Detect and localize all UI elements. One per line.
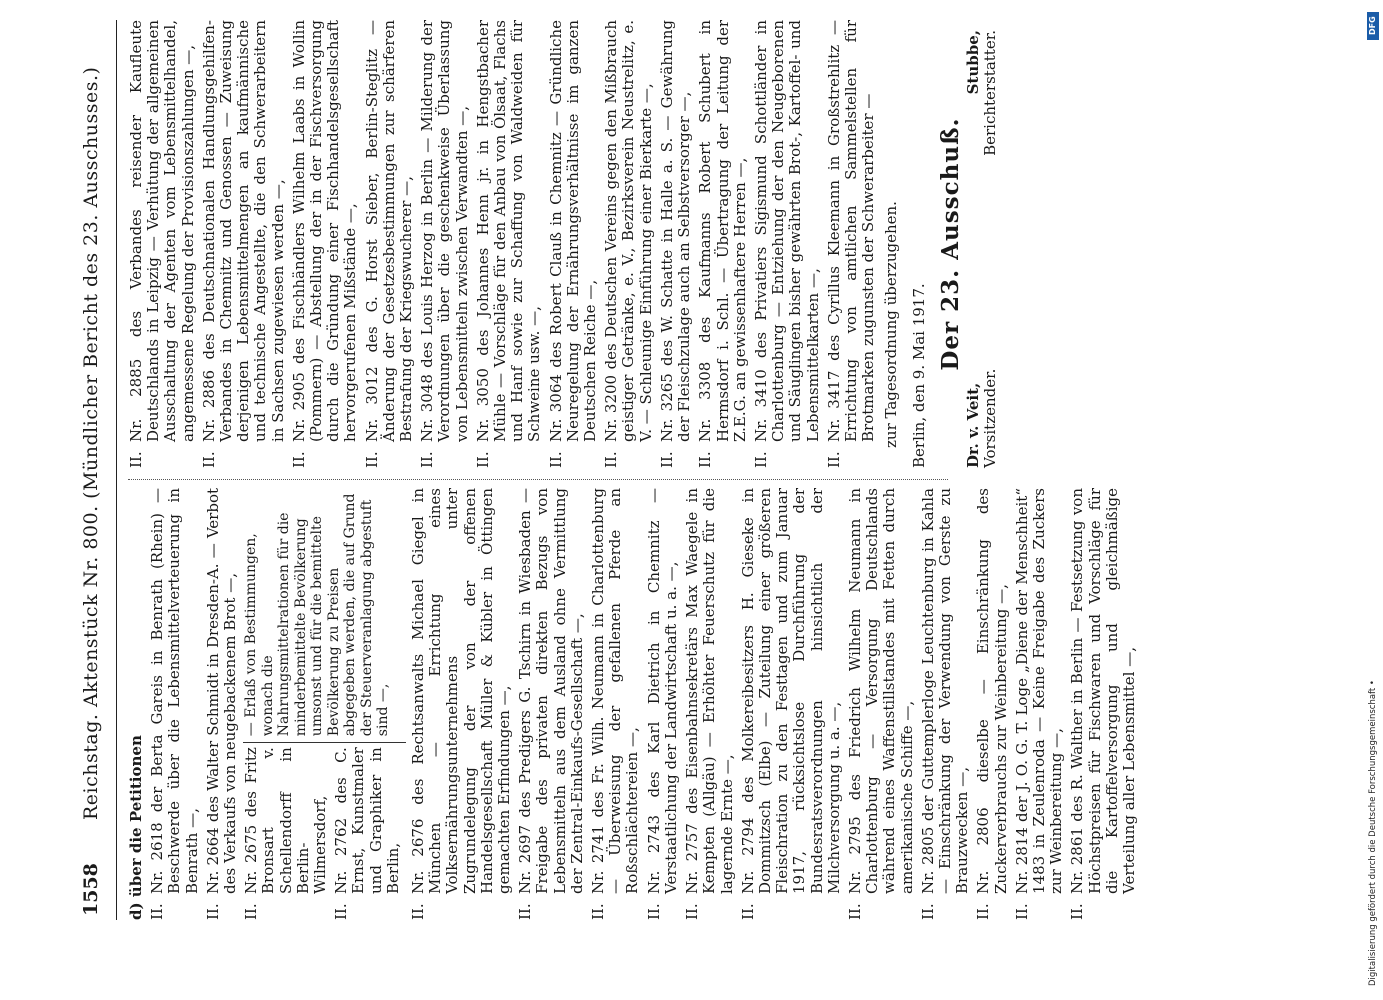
entry-prefix: II. bbox=[362, 451, 381, 468]
entry-text: Nr. 2757 des Eisenbahnsekretärs Max Waegele in Kempten (Allgäu) — Erhöhter Feuerschutz für die lagernde Ernte —, bbox=[683, 488, 736, 894]
entry-prefix: II. bbox=[683, 903, 702, 920]
petition-entry bbox=[149, 488, 201, 920]
entry-prefix: II. bbox=[148, 903, 167, 920]
petition-entry bbox=[646, 488, 680, 920]
petition-entry bbox=[920, 488, 972, 920]
signatory-name: Stubbe, bbox=[963, 30, 982, 95]
entry-list-b bbox=[410, 488, 1138, 920]
entry-prefix: II. bbox=[127, 451, 145, 468]
entry-text: Nr. 3417 des Cyrillus Kleemann in Großstrehlitz — Errichtung von amtlichen Sammelstellen für Brotmarken zugunsten der Schwerarbeiter — bbox=[824, 20, 878, 442]
entry-text: Nr. 2762 des C. Ernst, Kunstmaler und Graphiker in Berlin, bbox=[332, 747, 402, 894]
signatory-rapporteur bbox=[965, 30, 999, 156]
entry-text: Nr. 2741 des Fr. Wilh. Neumann in Charlottenburg — Überweisung der gefallenen Pferde an Roßschlächtereien —, bbox=[589, 488, 642, 894]
petition-entry bbox=[697, 20, 749, 468]
grouped-topic: — Erlaß von Bestimmungen, wonach die Nahrungsmittelrationen für die minderbemittelte Bevölkerung umsonst und für die bemittelte Bevölkerung zu Preisen abgegeben werden, die auf Grund der Steuerveranlagung abgestuft sind —, bbox=[243, 493, 392, 737]
header-rule bbox=[116, 20, 117, 920]
entry-text: Nr. 3048 des Louis Herzog in Berlin — Milderung der Verordnungen über die geschenkweise Überlassung von Lebensmitteln zwischen Verwandten —, bbox=[418, 20, 471, 442]
entry-text: Nr. 2697 des Predigers G. Tschirn in Wiesbaden — Freigabe des privaten direkten Bezugs von Lebensmitteln aus dem Ausland ohne Vermittlung der Zentral-Einkaufs-Gesellschaft —, bbox=[516, 488, 586, 894]
entry-prefix: II. bbox=[738, 903, 757, 920]
column-separator bbox=[128, 479, 948, 480]
signatory-role: Berichterstatter. bbox=[981, 30, 1000, 156]
entry-list-a bbox=[149, 488, 239, 920]
petition-entry bbox=[517, 488, 586, 920]
entry-prefix: II. bbox=[602, 451, 621, 468]
petition-entry bbox=[243, 747, 329, 920]
entry-prefix: II. bbox=[1012, 903, 1031, 920]
entry-text: Nr. 3410 des Privatiers Sigismund Schottländer in Charlottenburg — Entziehung der den Neugeborenen und Säuglingen bisher gewährten Brot-, Kartoffel- und Lebensmittelkarten —, bbox=[751, 20, 822, 442]
petition-entry bbox=[291, 20, 360, 468]
signatory-role: Vorsitzender. bbox=[981, 368, 1000, 468]
entry-text: Nr. 3064 des Robert Clauß in Chemnitz — Gründliche Neuregelung der Ernährungsverhältnisse im ganzen Deutschen Reiche —, bbox=[546, 20, 600, 442]
entry-text: Nr. 3265 des W. Schatte in Halle a. S. — Gewährung der Fleischzulage auch an Selbstversorger —, bbox=[657, 20, 694, 442]
petition-entry bbox=[201, 20, 287, 468]
entry-text: Nr. 2814 der J. O. G. T. Loge „Diene der Menschheit“ 1483 in Zeulenroda — Keine Freigabe des Zuckers zur Weinbereitung —, bbox=[1012, 488, 1066, 894]
entry-prefix: II. bbox=[409, 903, 428, 920]
petition-entry bbox=[753, 20, 822, 468]
entry-prefix: II. bbox=[199, 451, 218, 468]
entry-text: Nr. 2905 des Fischhändlers Wilhelm Laabs in Wollin (Pommern) — Abstellung der in der Fischversorgung durch die Gründung einer Fischhandelsgesellschaft hervorgerufenen Mißstände —, bbox=[289, 20, 360, 442]
entry-text: Nr. 2886 des Deutschnationalen Handlungsgehilfen-Verbandes in Chemnitz und Genossen — Zuweisung derjenigen Lebensmittelmengen an kaufmännische und technische Angestellte, die den Schwerarbeitern in Sachsen zugewiesen werden —, bbox=[199, 20, 287, 442]
petition-entry bbox=[364, 20, 416, 468]
entry-prefix: II. bbox=[332, 903, 351, 920]
entry-text: Nr. 2805 der Guttemplerloge Leuchtenburg in Kahla — Einschränkung der Verwendung von Gerste zu Brauzwecken —, bbox=[918, 488, 972, 894]
entry-prefix: II. bbox=[657, 451, 676, 468]
rotated-page bbox=[40, 20, 1138, 920]
entry-prefix: II. bbox=[203, 903, 222, 920]
entry-text: Nr. 3200 des Deutschen Vereins gegen den Mißbrauch geistiger Getränke, e. V., Bezirksverein Neustrelitz, e. V. — Schleunige Einführung einer Bierkarte —, bbox=[602, 20, 655, 442]
entry-text: Nr. 2861 des R. Walther in Berlin — Festsetzung von Höchstpreisen für Fischwaren und Vorschläge für die Kartoffelversorgung und gleichmäßige Verteilung aller Lebensmittel —, bbox=[1068, 488, 1138, 894]
entry-prefix: II. bbox=[751, 451, 770, 468]
entry-prefix: II. bbox=[546, 451, 565, 468]
closing-phrase: zur Tagesordnung überzugehen. bbox=[882, 201, 901, 448]
dfg-badge: DFG bbox=[1367, 12, 1379, 40]
entry-list-c bbox=[128, 20, 877, 468]
entry-prefix: II. bbox=[516, 903, 535, 920]
grouped-petitions bbox=[243, 488, 406, 920]
running-title: Reichstag. Aktenstück Nr. 800. (Mündlicher Bericht des 23. Ausschusses.) bbox=[80, 66, 102, 820]
entry-text: Nr. 2675 des Fritz Bronsart v. Schellendorff in Berlin-Wilmersdorf, bbox=[242, 747, 330, 894]
entry-prefix: II. bbox=[1068, 903, 1087, 920]
entry-text: Nr. 2795 des Friedrich Wilhelm Neumann in Charlottenburg — Versorgung Deutschlands während eines Waffenstillstandes mit Fetten durch amerikanische Schiffe —, bbox=[845, 488, 916, 894]
grouped-row bbox=[243, 488, 406, 920]
entry-prefix: II. bbox=[845, 903, 864, 920]
petition-entry bbox=[333, 747, 402, 920]
petition-entry bbox=[847, 488, 916, 920]
entry-text: Nr. 2676 des Rechtsanwalts Michael Giegel in München — Errichtung eines Volksernährungsunternehmens unter Zugrundelegung der von der offenen Handelsgesellschaft Müller & Kübler in Öttingen gemachten Erfindungen —, bbox=[409, 488, 514, 894]
entry-text: Nr. 2794 des Molkereibesitzers H. Gieseke in Dommitzsch (Elbe) — Zuteilung einer größeren Fleischration zu den Festtagen und zum Januar 1917, rücksichtslose Durchführung der Bundesratsverordnungen hinsichtlich der Milchversorgung u. a. —, bbox=[738, 488, 843, 894]
petition-entry bbox=[205, 488, 239, 920]
signature-block bbox=[965, 20, 1021, 468]
petition-entry bbox=[419, 20, 471, 468]
petition-entry bbox=[740, 488, 843, 920]
grouped-names bbox=[243, 742, 406, 920]
entry-text: Nr. 3308 des Kaufmanns Robert Schubert in Hermsdorf i. Schl. — Übertragung der Leitung der Z.E.G. an gewissenhaftere Herren —, bbox=[696, 20, 749, 442]
petition-entry bbox=[548, 20, 600, 468]
entry-prefix: II. bbox=[696, 451, 715, 468]
page-header bbox=[80, 20, 114, 920]
petition-entry bbox=[684, 488, 736, 920]
entry-text: Nr. 2743 des Karl Dietrich in Chemnitz — Verstaatlichung der Landwirtschaft u. a. —, bbox=[644, 488, 680, 894]
right-column bbox=[127, 20, 1000, 468]
petition-entry bbox=[475, 20, 544, 468]
entry-prefix: II. bbox=[418, 451, 437, 468]
entry-text: Nr. 2806 dieselbe — Einschränkung des Zuckerverbrauchs zur Weinbereitung —, bbox=[974, 488, 1010, 894]
entry-text: Nr. 3012 des G. Horst Sieber, Berlin-Steglitz — Änderung der Gesetzesbestimmungen zur schärferen Bestrafung der Kriegswucherer —, bbox=[362, 20, 416, 442]
petition-entry bbox=[1069, 488, 1138, 920]
entry-prefix: II. bbox=[644, 903, 663, 920]
petition-entry bbox=[590, 488, 642, 920]
entry-prefix: II. bbox=[473, 451, 492, 468]
digitization-credit: Digitalisierung gefördert durch die Deutsche Forschungsgemeinschaft • bbox=[1368, 680, 1378, 986]
signatory-chair bbox=[965, 369, 999, 468]
entry-prefix: II. bbox=[242, 903, 261, 920]
entry-text: Nr. 2618 der Berta Gareis in Benrath (Rhein) — Beschwerde über die Lebensmittelverteuerung in Benrath —, bbox=[148, 488, 201, 894]
entry-prefix: II. bbox=[918, 903, 937, 920]
petition-entry bbox=[975, 488, 1009, 920]
section-heading: d) über die Petitionen bbox=[127, 735, 145, 920]
place-date: Berlin, den 9. Mai 1917. bbox=[909, 283, 928, 468]
left-column bbox=[127, 488, 1138, 920]
entry-prefix: II. bbox=[824, 451, 843, 468]
entry-prefix: II. bbox=[589, 903, 608, 920]
entry-prefix: II. bbox=[289, 451, 308, 468]
signatory-name: Dr. v. Veit, bbox=[963, 382, 982, 468]
entry-text: Nr. 2664 des Walter Schmidt in Dresden-A. — Verbot des Verkaufs von neugebackenem Brot —, bbox=[203, 488, 240, 894]
petition-entry bbox=[659, 20, 693, 468]
petition-entry bbox=[826, 20, 878, 468]
entry-text: Nr. 2885 des Verbandes reisender Kaufleute Deutschlands in Leipzig — Verhütung der allgemeinen Ausschaltung der Agenten vom Lebensmittelhandel, angemessene Regelung der Provisionszahlungen —, bbox=[127, 20, 197, 442]
entry-prefix: II. bbox=[974, 903, 993, 920]
page-number: 1558 bbox=[80, 863, 102, 916]
committee-title: Der 23. Ausschuß. bbox=[936, 117, 964, 371]
petition-entry bbox=[128, 20, 197, 468]
entry-text: Nr. 3050 des Johannes Henn jr. in Hengstbacher Mühle — Vorschläge für den Anbau von Ölsaat, Flachs und Hanf sowie zur Schaffung von Waldweiden für Schweine usw. —, bbox=[473, 20, 544, 442]
petition-entry bbox=[603, 20, 655, 468]
petition-entry bbox=[1014, 488, 1066, 920]
petition-entry bbox=[410, 488, 513, 920]
